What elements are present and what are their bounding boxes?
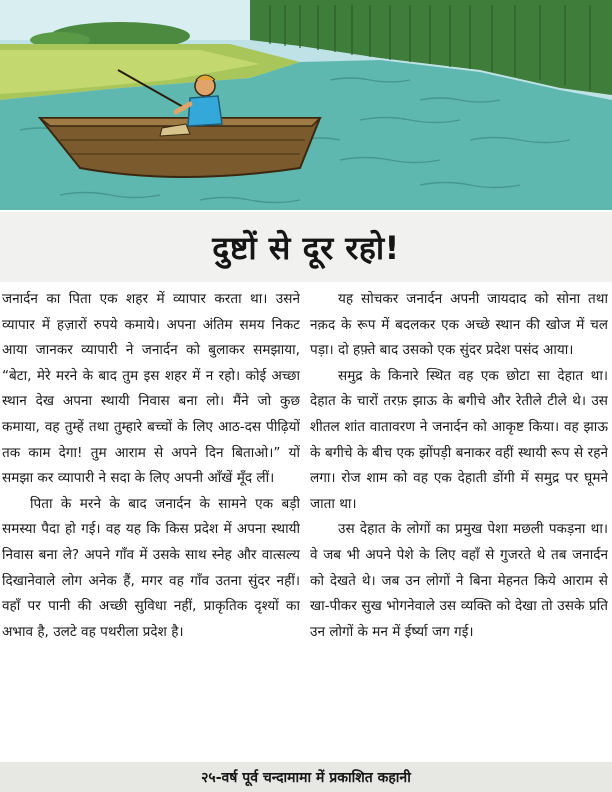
story-illustration [0, 0, 612, 220]
paragraph: यह सोचकर जनार्दन अपनी जायदाद को सोना तथा नक़द के रूप में बदलकर एक अच्छे स्थान की खोज में चल पड़ा। दो हफ़्ते बाद उसको एक सुंदर प्रदेश पसंद आया। [310, 291, 608, 359]
title-band [0, 212, 612, 282]
footer-band [0, 762, 612, 792]
paragraph: उस देहात के लोगों का प्रमुख पेशा मछली पकड़ना था। वे जब भी अपने पेशे के लिए वहाँ से गुजरते थे तब जनार्दन को देखते थे। जब उन लोगों ने बिना मेहनत किये आराम से खा-पीकर सुख भोगनेवाले उस व्यक्ति को देखा तो उसके प्रति उन लोगों के मन में ईर्ष्या जग गई। [310, 521, 608, 640]
paragraph: पिता के मरने के बाद जनार्दन के सामने एक बड़ी समस्या पैदा हो गई। वह यह कि किस प्रदेश में अपना स्थायी निवास बना ले? अपने गाँव में उसके साथ स्नेह और वात्सल्य दिखानेवाले लोग अनेक हैं, मगर वह गाँव उतना सुंदर नहीं। वहाँ पर पानी की अच्छी सुविधा नहीं, प्राकृतिक दृश्यों का अभाव है, उलटे वह पथरीला प्रदेश है। [2, 495, 300, 640]
story-title: दुष्टों से दूर रहो! [212, 228, 400, 267]
footer-caption: २५-वर्ष पूर्व चन्दामामा में प्रकाशित कहानी [201, 769, 411, 786]
paragraph: समुद्र के किनारे स्थित वह एक छोटा सा देहात था। देहात के चारों तरफ़ झाऊ के बगीचे और रेतीले टीले थे। उस शीतल शांत वातावरण ने जनार्दन को आकृष्ट किया। वह झाऊ के बगीचे के बीच एक झोंपड़ी बनाकर वहीं स्थायी रूप से रहने लगा। रोज शाम को वह एक देहाती डोंगी में समुद्र पर घूमने जाता था। [310, 367, 608, 512]
paragraph: जनार्दन का पिता एक शहर में व्यापार करता था। उसने व्यापार में हज़ारों रुपये कमाये। अपना अंतिम समय निकट आया जानकर व्यापारी ने जनार्दन को बुलाकर समझाया, “बेटा, मेरे मरने के बाद तुम इस शहर में न रहो। कोई अच्छा स्थान देख अपना स्थायी निवास बना लो। मैंने जो कुछ कमाया, वह तुम्हें तथा तुम्हारे बच्चों के लिए आठ-दस पीढ़ियों तक काम देगा! तुम आराम से अपने दिन बिताओ।” यों समझा कर व्यापारी ने सदा के लिए अपनी आँखें मूँद लीं। [2, 291, 300, 487]
left-column [0, 287, 300, 757]
right-column [310, 287, 608, 757]
